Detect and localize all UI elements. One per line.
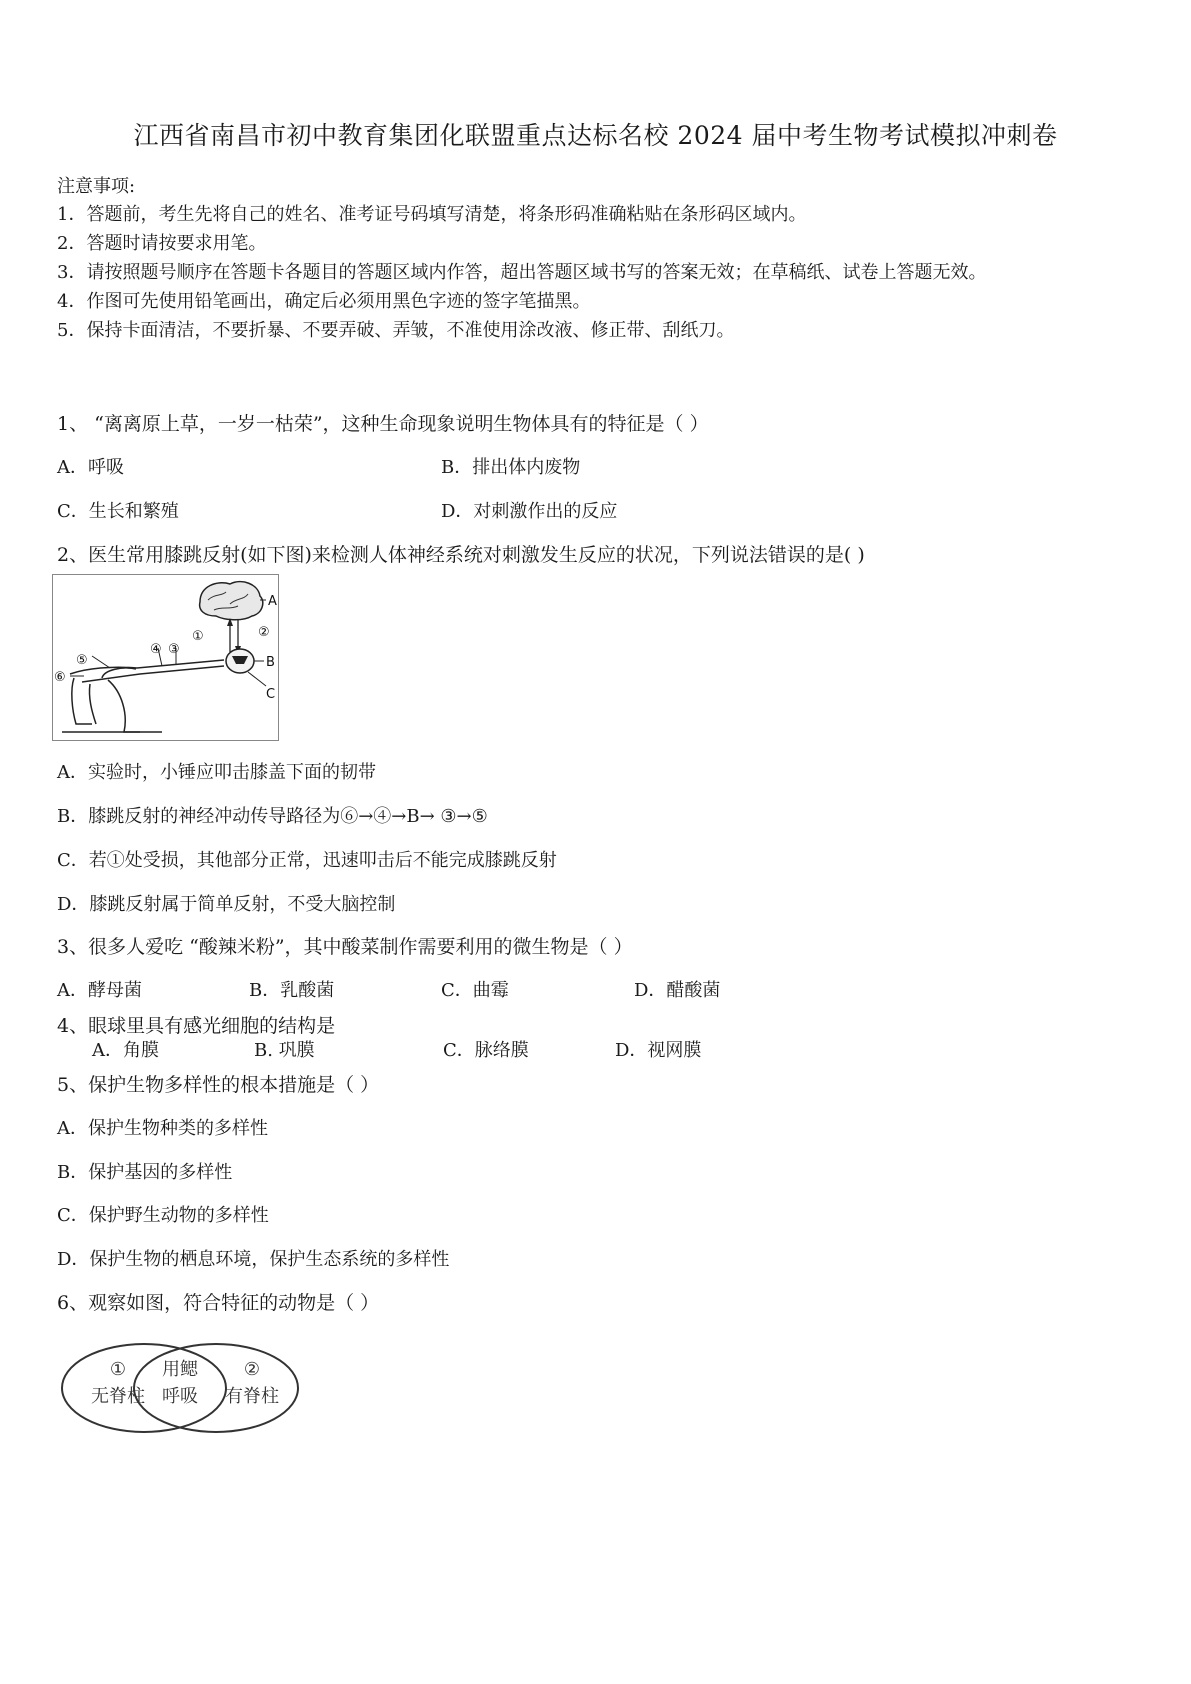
notice-item-3: 3．请按照题号顺序在答题卡各题目的答题区域内作答，超出答题区域书写的答案无效；在草稿纸、试卷上答题无效。: [57, 262, 987, 283]
figure-label-6: ⑥: [54, 670, 66, 685]
notice-item-2: 2．答题时请按要求用笔。: [57, 233, 267, 254]
knee-jerk-reflex-figure: [52, 574, 284, 742]
figure-label-a: A: [268, 594, 277, 609]
question-4-option-a: A．角膜: [92, 1040, 159, 1061]
notice-item-4: 4．作图可先使用铅笔画出，确定后必须用黑色字迹的签字笔描黑。: [57, 291, 591, 312]
leg-drawing: [62, 660, 224, 732]
venn-diagram: [56, 1338, 306, 1438]
figure-label-1: ①: [192, 629, 204, 644]
figure-label-4: ④: [150, 642, 162, 657]
question-5-stem: 5、保护生物多样性的根本措施是（ ）: [57, 1074, 380, 1096]
question-3-option-d: D．醋酸菌: [634, 980, 721, 1001]
question-6-stem: 6、观察如图，符合特征的动物是（ ）: [57, 1292, 380, 1314]
question-2-option-b: B．膝跳反射的神经冲动传导路径为⑥→④→B→ ③→⑤: [57, 806, 488, 827]
question-1-option-d: D．对刺激作出的反应: [441, 501, 618, 522]
venn-left-label: 无脊柱: [91, 1386, 145, 1407]
figure-label-c: C: [266, 687, 276, 702]
question-1-option-b: B．排出体内废物: [441, 457, 581, 478]
question-5-option-a: A．保护生物种类的多样性: [57, 1118, 268, 1139]
page-title: 江西省南昌市初中教育集团化联盟重点达标名校 2024 届中考生物考试模拟冲刺卷: [133, 121, 1058, 150]
question-3-option-b: B．乳酸菌: [249, 980, 335, 1001]
venn-right-label: 有脊柱: [225, 1386, 279, 1407]
question-4-option-b: B. 巩膜: [254, 1040, 315, 1061]
question-5-option-d: D．保护生物的栖息环境，保护生态系统的多样性: [57, 1249, 450, 1270]
notice-item-5: 5．保持卡面清洁，不要折暴、不要弄破、弄皱，不准使用涂改液、修正带、刮纸刀。: [57, 320, 735, 341]
figure-label-5: ⑤: [76, 653, 88, 668]
question-5-option-c: C．保护野生动物的多样性: [57, 1205, 269, 1226]
question-2-option-a: A．实验时，小锤应叩击膝盖下面的韧带: [57, 762, 376, 783]
question-3-option-a: A．酵母菌: [57, 980, 142, 1001]
question-2-option-d: D．膝跳反射属于简单反射，不受大脑控制: [57, 894, 396, 915]
question-1-option-c: C．生长和繁殖: [57, 501, 179, 522]
question-2-option-c: C．若①处受损，其他部分正常，迅速叩击后不能完成膝跳反射: [57, 850, 557, 871]
venn-center-line-2: 呼吸: [162, 1386, 198, 1407]
figure-label-2: ②: [258, 625, 270, 640]
venn-left-number: ①: [109, 1359, 127, 1380]
question-1-stem: 1、 “离离原上草，一岁一枯荣”，这种生命现象说明生物体具有的特征是（ ）: [57, 413, 709, 435]
venn-right-number: ②: [243, 1359, 261, 1380]
question-4-stem: 4、眼球里具有感光细胞的结构是: [57, 1015, 336, 1037]
question-4-option-c: C．脉络膜: [443, 1040, 529, 1061]
venn-center-line-1: 用鳃: [162, 1359, 198, 1380]
question-4-option-d: D．视网膜: [615, 1040, 702, 1061]
question-3-option-c: C．曲霉: [441, 980, 509, 1001]
brain-drawing: [200, 582, 263, 620]
notice-heading: 注意事项:: [57, 176, 136, 197]
question-5-option-b: B．保护基因的多样性: [57, 1162, 233, 1183]
question-1-option-a: A．呼吸: [57, 457, 124, 478]
figure-label-b: B: [266, 655, 275, 670]
figure-label-3: ③: [168, 642, 180, 657]
notice-item-1: 1．答题前，考生先将自己的姓名、准考证号码填写清楚，将条形码准确粘贴在条形码区域内。: [57, 204, 807, 225]
question-2-stem: 2、医生常用膝跳反射(如下图)来检测人体神经系统对刺激发生反应的状况，下列说法错误的是( ): [57, 544, 865, 566]
question-3-stem: 3、很多人爱吃 “酸辣米粉”，其中酸菜制作需要利用的微生物是（ ）: [57, 936, 633, 958]
